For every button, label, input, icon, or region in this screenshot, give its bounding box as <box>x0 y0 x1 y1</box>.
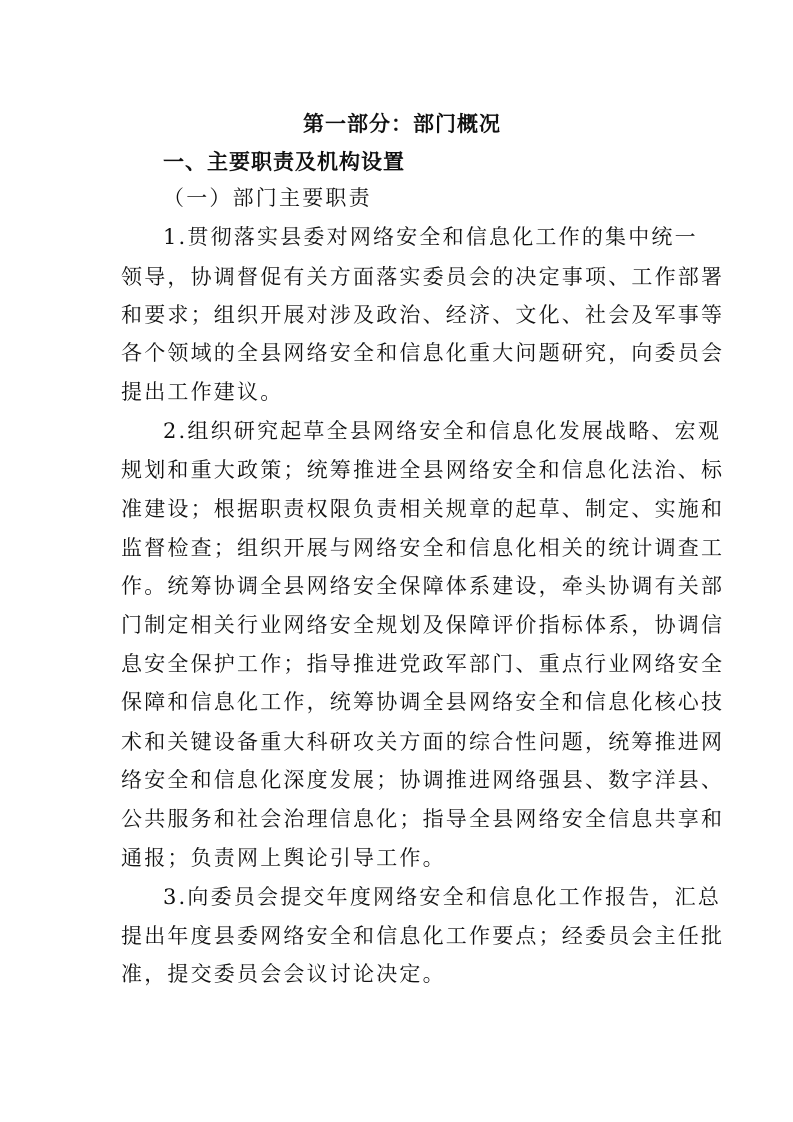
paragraph-2-line-9: 术和关键设备重大科研攻关方面的综合性问题，统筹推进网 <box>121 730 725 754</box>
paragraph-2-line-1: 2.组织研究起草全县网络安全和信息化发展战略、宏观 <box>163 419 722 443</box>
paragraph-2-line-3: 准建设；根据职责权限负责相关规章的起草、制定、实施和 <box>121 497 725 521</box>
paragraph-3-line-1: 3.向委员会提交年度网络安全和信息化工作报告，汇总 <box>163 885 722 909</box>
subsection-heading: （一）部门主要职责 <box>163 186 372 210</box>
paragraph-3-line-2: 提出年度县委网络安全和信息化工作要点；经委员会主任批 <box>121 924 725 948</box>
paragraph-1-line-2: 领导，协调督促有关方面落实委员会的决定事项、工作部署 <box>121 265 725 289</box>
paragraph-2-line-5: 作。统筹协调全县网络安全保障体系建设，牵头协调有关部 <box>121 574 725 598</box>
section-heading: 一、主要职责及机构设置 <box>163 150 405 174</box>
paragraph-1-line-4: 各个领域的全县网络安全和信息化重大问题研究，向委员会 <box>121 341 725 365</box>
paragraph-2-line-10: 络安全和信息化深度发展；协调推进网络强县、数字洋县、 <box>121 768 725 792</box>
paragraph-1-line-5: 提出工作建议。 <box>121 380 284 404</box>
paragraph-2-line-2: 规划和重大政策；统筹推进全县网络安全和信息化法治、标 <box>121 458 725 482</box>
paragraph-2-line-4: 监督检查；组织开展与网络安全和信息化相关的统计调查工 <box>121 536 725 560</box>
paragraph-2-line-7: 息安全保护工作；指导推进党政军部门、重点行业网络安全 <box>121 652 725 676</box>
paragraph-3-line-3: 准，提交委员会会议讨论决定。 <box>121 962 446 986</box>
paragraph-1-line-3: 和要求；组织开展对涉及政治、经济、文化、社会及军事等 <box>121 303 725 327</box>
paragraph-2-line-6: 门制定相关行业网络安全规划及保障评价指标体系，协调信 <box>121 613 725 637</box>
paragraph-2-line-12: 通报；负责网上舆论引导工作。 <box>121 846 446 870</box>
page-title: 第一部分：部门概况 <box>303 112 501 136</box>
paragraph-2-line-8: 保障和信息化工作，统筹协调全县网络安全和信息化核心技 <box>121 690 725 714</box>
paragraph-2-line-11: 公共服务和社会治理信息化；指导全县网络安全信息共享和 <box>121 807 725 831</box>
paragraph-1-line-1: 1.贯彻落实县委对网络安全和信息化工作的集中统一 <box>163 225 698 249</box>
